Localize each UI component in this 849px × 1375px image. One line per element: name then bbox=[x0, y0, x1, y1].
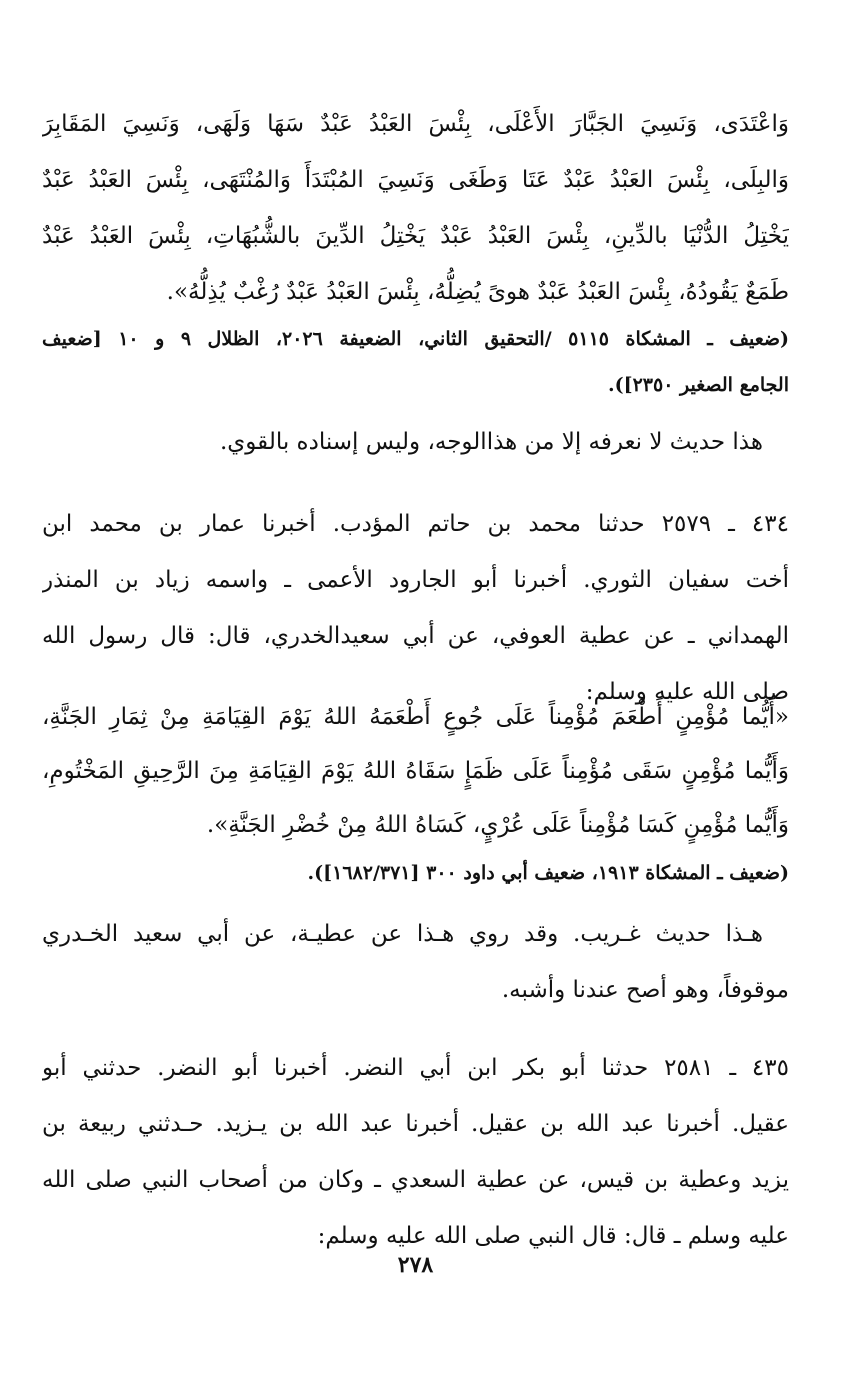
commentary bbox=[42, 906, 789, 1018]
text-line: أخت سفيان الثوري. أخبرنا أبو الجارود الأعمى ـ واسمه زياد بن المنذر bbox=[42, 567, 789, 593]
text-line: ٤٣٤ ـ ٢٥٧٩ حدثنا محمد بن حاتم المؤدب. أخبرنا عمار بن محمد ابن bbox=[42, 511, 789, 537]
hadith-line: وَأَيُّما مُؤْمِنٍ سَقَى مُؤْمِناً عَلَى ظَمَإٍ سَقَاهُ اللهُ يَوْمَ القِيَامَةِ مِنَ الرَّحِيقِ المَخْتُومِ، bbox=[42, 758, 789, 784]
comment-line: موقوفاً، وهو أصح عندنا وأشبه. bbox=[501, 977, 789, 1003]
hadith-line: وَأَيُّما مُؤْمِنٍ كَسَا مُؤْمِناً عَلَى عُرْيٍ، كَسَاهُ اللهُ مِنْ خُضْرِ الجَنَّةِ». bbox=[206, 812, 789, 838]
commentary bbox=[42, 414, 789, 470]
text-line: عليه وسلم ـ قال: قال النبي صلى الله عليه وسلم: bbox=[317, 1223, 789, 1249]
text-line: ٤٣٥ ـ ٢٥٨١ حدثنا أبو بكر ابن أبي النضر. أخبرنا أبو النضر. حدثني أبو bbox=[42, 1055, 789, 1081]
grading-note bbox=[42, 316, 789, 408]
text-line: وَاعْتَدَى، وَنَسِيَ الجَبَّارَ الأَعْلَى، بِئْسَ العَبْدُ عَبْدٌ سَهَا وَلَهَى، وَنَسِيَ المَقَابِرَ bbox=[42, 111, 789, 137]
text-line: طَمَعٌ يَقُودُهُ، بِئْسَ العَبْدُ عَبْدٌ هوىً يُضِلُّهُ، بِئْسَ العَبْدُ عَبْدٌ رُغْبٌ يُذِلُّهُ». bbox=[166, 279, 789, 305]
text-line: صلى الله عليه وسلم: bbox=[585, 679, 789, 705]
comment-line: هذا حديث لا نعرفه إلا من هذاالوجه، وليس إسناده بالقوي. bbox=[219, 429, 763, 455]
hadith-434-isnad bbox=[42, 496, 789, 720]
note-line: (ضعيف ـ المشكاة ٥١١٥ /التحقيق الثاني، الضعيفة ٢٠٢٦، الظلال ٩ و ١٠ [ضعيف bbox=[42, 328, 789, 350]
text-line: وَالبِلَى، بِئْسَ العَبْدُ عَبْدٌ عَتَا وَطَغَى وَنَسِيَ المُبْتَدَأَ وَالمُنْتَهَى، بِئْسَ العَبْدُ عَبْدٌ bbox=[42, 167, 789, 193]
text-line: يزيد وعطية بن قيس، عن عطية السعدي ـ وكان من أصحاب النبي صلى الله bbox=[42, 1167, 789, 1193]
hadith-line: «أَيُّما مُؤْمِنٍ أَطْعَمَ مُؤْمِناً عَلَى جُوعٍ أَطْعَمَهُ اللهُ يَوْمَ القِيَامَةِ مِنْ ثِمَارِ الجَنَّةِ، bbox=[42, 704, 789, 730]
hadith-continuation bbox=[42, 96, 789, 320]
page-number: ٢٧٨ bbox=[397, 1252, 434, 1278]
hadith-435-isnad bbox=[42, 1040, 789, 1264]
text-line: عقيل. أخبرنا عبد الله بن عقيل. أخبرنا عبد الله بن يـزيد. حـدثني ربيعة بن bbox=[42, 1111, 789, 1137]
text-line: الهمداني ـ عن عطية العوفي، عن أبي سعيدالخدري، قال: قال رسول الله bbox=[42, 623, 789, 649]
book-page bbox=[42, 0, 789, 1375]
text-line: يَخْتِلُ الدُّنْيَا بالدِّينِ، بِئْسَ العَبْدُ عَبْدٌ يَخْتِلُ الدِّينَ بالشُّبُهَاتِ، بِئْسَ العَبْدُ عَبْدٌ bbox=[42, 223, 789, 249]
note-line: الجامع الصغير ٢٣٥٠]). bbox=[607, 374, 789, 396]
note-line: (ضعيف ـ المشكاة ١٩١٣، ضعيف أبي داود ٣٠٠ [١٦٨٢/٣٧١]). bbox=[307, 862, 789, 884]
hadith-434-matn bbox=[42, 690, 789, 852]
comment-line: هـذا حديث غـريب. وقد روي هـذا عن عطيـة، عن أبي سعيد الخـدري bbox=[42, 921, 763, 947]
grading-note bbox=[42, 850, 789, 896]
